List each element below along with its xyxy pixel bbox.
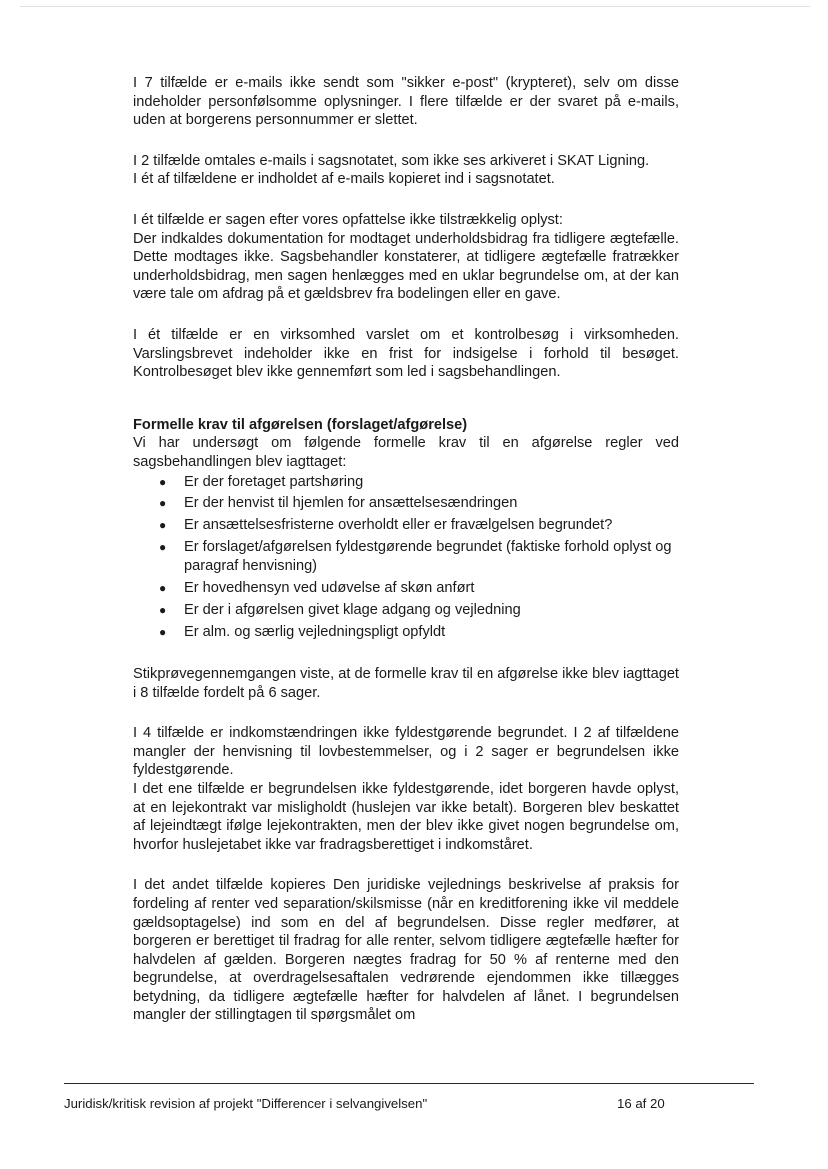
requirements-list <box>133 473 679 642</box>
list-item: ● Er hovedhensyn ved udøvelse af skøn anført <box>159 580 475 597</box>
list-item: ● Er ansættelsesfristerne overholdt eller er fravælgelsen begrundet? <box>159 517 613 534</box>
page-number: 16 af 20 <box>617 1096 665 1111</box>
paragraph-archiving-2: I ét af tilfældene er indholdet af e-mails kopieret ind i sagsnotatet. <box>133 171 555 188</box>
page-body <box>133 74 679 1025</box>
paragraph-control-visit: I ét tilfælde er en virksomhed varslet om et kontrolbesøg i virksomheden. Varslingsbrevet indeholder ikke en frist for indsigelse i forhold til besøget. Kontrolbesøget blev ikke gennemført som led i sagsbehandlingen. <box>133 326 679 381</box>
paragraph-sample-result: Stikprøvegennemgangen viste, at de formelle krav til en afgørelse ikke blev iagttaget i 8 tilfælde fordelt på 6 sager. <box>133 665 679 701</box>
bullet-icon: ● <box>159 581 167 596</box>
list-item: ● Er forslaget/afgørelsen fyldestgørende begrundet (faktiske forhold oplyst og paragraf henvisning) <box>159 539 672 575</box>
list-item: ● Er der foretaget partshøring <box>159 473 364 490</box>
bullet-icon: ● <box>159 496 167 511</box>
paragraph-insufficient-detail: Der indkaldes dokumentation for modtaget underholdsbidrag fra tidligere ægtefælle. Dette modtages ikke. Sagsbehandler konstaterer, at tidligere ægtefælle fratrækker underholdsbidrag, men sagen henlægges med en uklar begrundelse om, at der kan være tale om afdrag på et gældsbrev fra bodelingen eller en gave. <box>133 230 679 303</box>
section-intro: Vi har undersøgt om følgende formelle krav til en afgørelse regler ved sagsbehandlingen blev iagttaget: <box>133 435 679 470</box>
paragraph-insufficient-intro: I ét tilfælde er sagen efter vores opfattelse ikke tilstrækkelig oplyst: <box>133 211 563 228</box>
list-item: ● Er der henvist til hjemlen for ansættelsesændringen <box>159 495 518 512</box>
paragraph-case-one: I det ene tilfælde er begrundelsen ikke fyldestgørende, idet borgeren havde oplyst, at en lejekontrakt var misligholdt (huslejen var ikke betalt). Borgeren blev beskattet af lejeindtægt ifølge lejekontrakten, men der blev ikke givet nogen begrundelse om, hvorfor huslejetabet ikke var fradragsberettiget i indkomståret. <box>133 780 679 853</box>
footer-title: Juridisk/kritisk revision af projekt "Differencer i selvangivelsen" <box>64 1096 428 1111</box>
section-heading: Formelle krav til afgørelsen (forslaget/afgørelse) <box>133 416 468 433</box>
bullet-icon: ● <box>159 518 167 533</box>
paragraph-encryption: I 7 tilfælde er e-mails ikke sendt som "sikker e-post" (krypteret), selv om disse indeholder personfølsomme oplysninger. I flere tilfælde er der svaret på e-mails, uden at borgerens personnummer er slettet. <box>133 75 679 129</box>
paragraph-archiving-1: I 2 tilfælde omtales e-mails i sagsnotatet, som ikke ses arkiveret i SKAT Ligning. <box>133 152 650 169</box>
list-item: ● Er alm. og særlig vejledningspligt opfyldt <box>159 624 446 640</box>
list-item: ● Er der i afgørelsen givet klage adgang og vejledning <box>159 602 521 619</box>
bullet-icon: ● <box>159 540 167 555</box>
bullet-icon: ● <box>159 603 167 618</box>
bullet-icon: ● <box>159 625 167 639</box>
footer-rule <box>64 1083 754 1084</box>
paragraph-income-change: I 4 tilfælde er indkomstændringen ikke fyldestgørende begrundet. I 2 af tilfældene mangler der henvisning til lovbestemmelser, og i 2 sager er begrundelsen ikke fyldestgørende. <box>133 725 679 779</box>
bullet-icon: ● <box>159 474 167 489</box>
top-rule <box>20 6 810 7</box>
paragraph-case-two: I det andet tilfælde kopieres Den juridiske vejlednings beskrivelse af praksis for fordeling af renter ved separation/skilsmisse (når en kreditforening ikke vil meddele gældsoptagelse) ind som en del af begrundelsen. Disse regler medfører, at borgeren er berettiget til fradrag for alle renter, selvom tidligere ægtefælle hæfter for halvdelen af gælden. Borgeren nægtes fradrag for 50 % af renterne med den begrundelse, at overdragelsesaftalen vedrørende ejendommen ikke tillægges betydning, da tidligere ægtefælle hæfter for halvdelen af lånet. I begrundelsen mangler der stillingtagen til spørgsmålet om <box>133 877 679 1024</box>
